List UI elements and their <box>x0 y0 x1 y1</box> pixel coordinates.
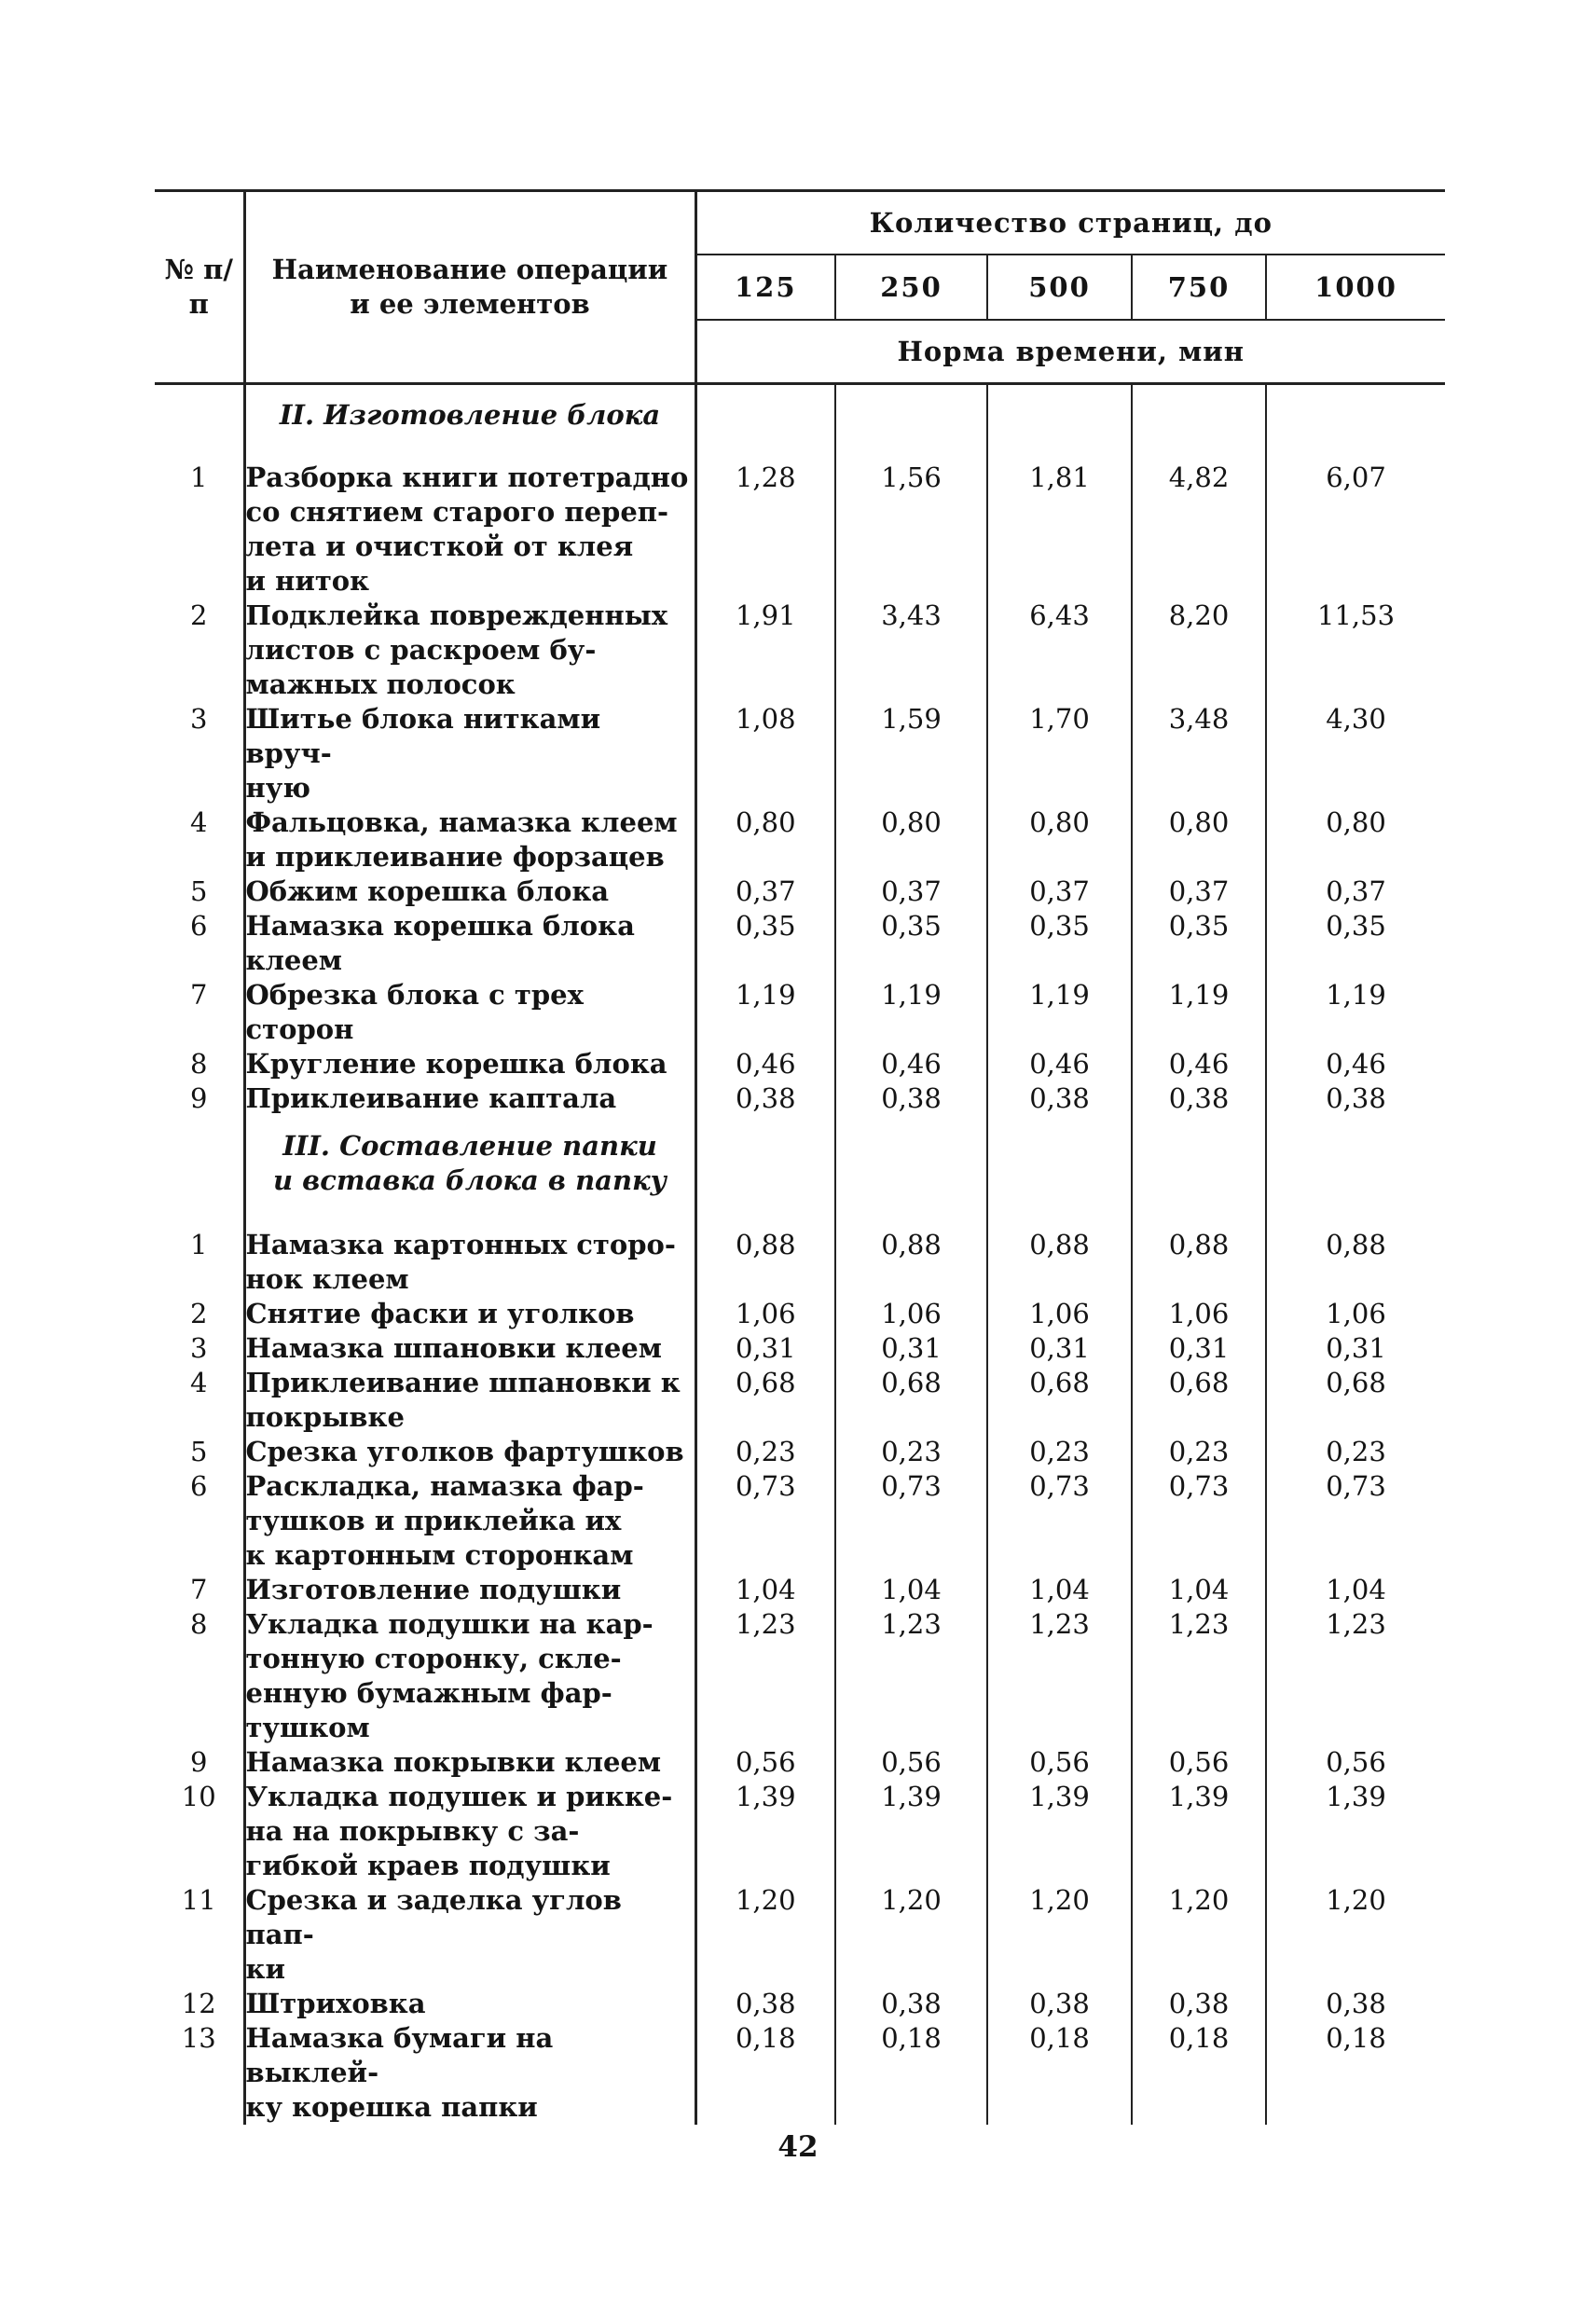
value-250: 0,18 <box>835 2021 987 2125</box>
value-500: 0,23 <box>987 1435 1132 1469</box>
operation-name-line: Укладка подушки на кар- <box>245 1608 654 1640</box>
value-1000: 0,38 <box>1326 1988 1386 2019</box>
row-number: 8 <box>190 1608 208 1640</box>
value-1000: 1,19 <box>1326 979 1386 1011</box>
value-250: 1,20 <box>835 1883 987 1987</box>
value-125: 0,88 <box>695 1228 835 1297</box>
value-750: 0,35 <box>1132 909 1266 978</box>
section-title <box>244 384 695 461</box>
value-250: 1,39 <box>835 1780 987 1883</box>
value-1000: 0,46 <box>1326 1048 1386 1080</box>
value-750: 0,31 <box>1132 1331 1266 1366</box>
value-750: 4,82 <box>1132 461 1266 599</box>
row-number: 4 <box>190 1367 208 1398</box>
operation-name <box>244 805 695 874</box>
operation-name <box>244 1228 695 1297</box>
header-name-line: и ее элементов <box>350 288 590 320</box>
value-250: 0,31 <box>835 1331 987 1366</box>
operation-name <box>244 1469 695 1573</box>
section-spacer-cell <box>695 1116 835 1228</box>
table-row <box>155 1435 1445 1469</box>
operation-name <box>244 1987 695 2021</box>
value-125: 0,80 <box>695 805 835 874</box>
row-number: 11 <box>181 1884 216 1916</box>
row-number: 8 <box>190 1048 208 1080</box>
value-250: 0,38 <box>835 1081 987 1116</box>
table-row <box>155 805 1445 874</box>
operation-name <box>244 1366 695 1435</box>
operation-name-line: гибкой краев подушки <box>245 1850 611 1881</box>
value-750: 0,68 <box>1132 1366 1266 1435</box>
value-250: 1,04 <box>835 1573 987 1607</box>
header-col-250: 250 <box>835 255 987 320</box>
value-250: 0,23 <box>835 1435 987 1469</box>
row-number: 10 <box>181 1781 216 1812</box>
operation-name-line: Приклеивание шпановки к <box>245 1367 681 1398</box>
value-125: 0,38 <box>695 1081 835 1116</box>
operation-name-line: Обрезка блока с трех <box>245 979 584 1011</box>
operation-name-line: со снятием старого переп- <box>245 496 669 528</box>
value-1000: 0,31 <box>1326 1332 1386 1364</box>
section-title-line: и вставка блока в папку <box>272 1164 667 1196</box>
operation-name-line: Обжим корешка блока <box>245 875 610 907</box>
row-number: 9 <box>190 1746 208 1778</box>
operation-name-line: Намазка картонных сторо- <box>245 1229 676 1260</box>
section-spacer-cell <box>1266 1116 1445 1228</box>
table-body <box>155 384 1445 2126</box>
operation-name-line: Шитье блока нитками вруч- <box>245 703 601 769</box>
value-1000: 0,37 <box>1326 875 1386 907</box>
table-row <box>155 874 1445 909</box>
section-num-cell <box>155 384 244 461</box>
value-750: 1,04 <box>1132 1573 1266 1607</box>
value-1000: 0,68 <box>1326 1367 1386 1398</box>
operation-name-line: Штриховка <box>245 1988 426 2019</box>
value-750: 8,20 <box>1132 599 1266 702</box>
value-500: 0,35 <box>987 909 1132 978</box>
operation-name-line: и ниток <box>245 565 370 597</box>
header-num: № п/п <box>155 191 244 384</box>
table-row <box>155 1228 1445 1297</box>
row-number: 4 <box>190 806 208 838</box>
operation-name-line: ку корешка папки <box>245 2091 538 2123</box>
operation-name-line: покрывке <box>245 1401 405 1433</box>
operation-name <box>244 1745 695 1780</box>
row-number: 7 <box>190 979 208 1011</box>
operation-name-line: Изготовление подушки <box>245 1574 622 1605</box>
value-500: 1,23 <box>987 1607 1132 1745</box>
section-title-line: II. Изготовление блока <box>279 399 661 431</box>
value-1000: 1,39 <box>1326 1781 1386 1812</box>
value-750: 0,38 <box>1132 1987 1266 2021</box>
value-750: 0,18 <box>1132 2021 1266 2125</box>
table-row <box>155 1366 1445 1435</box>
value-750: 0,37 <box>1132 874 1266 909</box>
value-500: 0,88 <box>987 1228 1132 1297</box>
section-spacer-cell <box>835 1116 987 1228</box>
table-row <box>155 1780 1445 1883</box>
header-col-1000: 1000 <box>1266 255 1445 320</box>
value-750: 0,38 <box>1132 1081 1266 1116</box>
value-500: 0,46 <box>987 1047 1132 1081</box>
value-125: 0,23 <box>695 1435 835 1469</box>
value-750: 0,46 <box>1132 1047 1266 1081</box>
operation-name <box>244 1047 695 1081</box>
header-col-500: 500 <box>987 255 1132 320</box>
value-250: 0,73 <box>835 1469 987 1573</box>
operation-name-line: Приклеивание каптала <box>245 1082 617 1114</box>
value-250: 0,80 <box>835 805 987 874</box>
value-750: 1,20 <box>1132 1883 1266 1987</box>
value-500: 0,38 <box>987 1987 1132 2021</box>
table-row <box>155 1607 1445 1745</box>
operation-name-line: Намазка шпановки клеем <box>245 1332 662 1364</box>
value-1000: 0,35 <box>1326 910 1386 942</box>
value-250: 1,59 <box>835 702 987 805</box>
value-125: 0,35 <box>695 909 835 978</box>
operation-name-line: Укладка подушек и рикке- <box>245 1781 673 1812</box>
operation-name <box>244 1297 695 1331</box>
value-125: 1,19 <box>695 978 835 1047</box>
value-125: 0,31 <box>695 1331 835 1366</box>
section-spacer-cell <box>987 384 1132 461</box>
row-number: 13 <box>181 2022 216 2054</box>
table-row <box>155 1081 1445 1116</box>
table-row <box>155 702 1445 805</box>
operation-name-line: лета и очисткой от клея <box>245 530 634 562</box>
value-125: 1,23 <box>695 1607 835 1745</box>
row-number: 2 <box>190 1298 208 1329</box>
value-250: 1,06 <box>835 1297 987 1331</box>
value-125: 1,06 <box>695 1297 835 1331</box>
page-number: 42 <box>777 2130 819 2164</box>
operation-name-line: Подклейка поврежденных <box>245 599 668 631</box>
operation-name-line: Снятие фаски и уголков <box>245 1298 635 1329</box>
operation-name-line: ки <box>245 1953 285 1985</box>
operation-name-line: листов с раскроем бу- <box>245 634 597 666</box>
value-125: 1,08 <box>695 702 835 805</box>
value-1000: 0,23 <box>1326 1436 1386 1467</box>
value-500: 0,80 <box>987 805 1132 874</box>
value-250: 0,68 <box>835 1366 987 1435</box>
row-number: 6 <box>190 1470 208 1502</box>
value-125: 1,20 <box>695 1883 835 1987</box>
value-125: 0,56 <box>695 1745 835 1780</box>
value-125: 0,18 <box>695 2021 835 2125</box>
operation-name <box>244 1883 695 1987</box>
section-spacer-cell <box>1266 384 1445 461</box>
table-row <box>155 2021 1445 2125</box>
value-750: 1,06 <box>1132 1297 1266 1331</box>
value-500: 0,18 <box>987 2021 1132 2125</box>
value-500: 0,31 <box>987 1331 1132 1366</box>
operation-name-line: енную бумажным фар- <box>245 1677 612 1709</box>
value-1000: 1,06 <box>1326 1298 1386 1329</box>
value-500: 0,56 <box>987 1745 1132 1780</box>
operation-name-line: клеем <box>245 944 342 976</box>
value-500: 1,70 <box>987 702 1132 805</box>
table-row <box>155 1469 1445 1573</box>
section-row <box>155 1116 1445 1228</box>
operation-name-line: и приклеивание форзацев <box>245 841 665 873</box>
row-number: 5 <box>190 1436 208 1467</box>
operation-name <box>244 702 695 805</box>
header-time-norm: Норма времени, мин <box>695 320 1445 384</box>
operation-name <box>244 909 695 978</box>
operation-name-line: Разборка книги потетрадно <box>245 461 689 493</box>
row-number: 1 <box>190 1229 208 1260</box>
value-750: 0,80 <box>1132 805 1266 874</box>
operation-name <box>244 1081 695 1116</box>
value-500: 1,19 <box>987 978 1132 1047</box>
value-250: 1,19 <box>835 978 987 1047</box>
section-spacer-cell <box>987 1116 1132 1228</box>
operation-name-line: нок клеем <box>245 1263 409 1295</box>
value-500: 0,73 <box>987 1469 1132 1573</box>
row-number: 12 <box>181 1988 216 2019</box>
table-row <box>155 1047 1445 1081</box>
value-1000: 11,53 <box>1317 599 1396 631</box>
value-1000: 4,30 <box>1326 703 1386 735</box>
value-750: 0,73 <box>1132 1469 1266 1573</box>
table-row <box>155 1883 1445 1987</box>
operation-name <box>244 599 695 702</box>
operation-name-line: мажных полосок <box>245 668 516 700</box>
value-500: 6,43 <box>987 599 1132 702</box>
table-row <box>155 1297 1445 1331</box>
value-1000: 1,23 <box>1326 1608 1386 1640</box>
row-number: 7 <box>190 1574 208 1605</box>
value-250: 0,46 <box>835 1047 987 1081</box>
operation-name <box>244 978 695 1047</box>
value-250: 3,43 <box>835 599 987 702</box>
header-name <box>244 191 695 384</box>
value-250: 0,37 <box>835 874 987 909</box>
operation-name-line: Раскладка, намазка фар- <box>245 1470 644 1502</box>
value-125: 0,68 <box>695 1366 835 1435</box>
row-number: 3 <box>190 703 208 735</box>
value-1000: 0,56 <box>1326 1746 1386 1778</box>
operation-name-line: тушком <box>245 1712 370 1743</box>
table-row <box>155 1573 1445 1607</box>
operation-name-line: на на покрывку с за- <box>245 1815 580 1847</box>
value-750: 1,19 <box>1132 978 1266 1047</box>
operation-name-line: тонную сторонку, скле- <box>245 1643 622 1674</box>
value-250: 0,88 <box>835 1228 987 1297</box>
operation-name <box>244 1780 695 1883</box>
value-250: 0,56 <box>835 1745 987 1780</box>
row-number: 9 <box>190 1082 208 1114</box>
value-500: 1,20 <box>987 1883 1132 1987</box>
section-spacer-cell <box>1132 384 1266 461</box>
table-row <box>155 599 1445 702</box>
value-1000: 1,20 <box>1326 1884 1386 1916</box>
value-500: 1,06 <box>987 1297 1132 1331</box>
operation-name <box>244 461 695 599</box>
value-125: 0,73 <box>695 1469 835 1573</box>
section-spacer-cell <box>695 384 835 461</box>
value-1000: 1,04 <box>1326 1574 1386 1605</box>
value-1000: 6,07 <box>1326 461 1386 493</box>
header-col-750: 750 <box>1132 255 1266 320</box>
row-number: 1 <box>190 461 208 493</box>
value-500: 1,81 <box>987 461 1132 599</box>
operation-name <box>244 1607 695 1745</box>
operation-name-line: Фальцовка, намазка клеем <box>245 806 678 838</box>
operation-name-line: тушков и приклейка их <box>245 1505 622 1536</box>
value-500: 0,37 <box>987 874 1132 909</box>
operation-name-line: сторон <box>245 1013 354 1045</box>
operation-name-line: к картонным сторонкам <box>245 1539 634 1571</box>
table-row <box>155 461 1445 599</box>
row-number: 5 <box>190 875 208 907</box>
value-125: 0,37 <box>695 874 835 909</box>
table-row <box>155 978 1445 1047</box>
value-750: 3,48 <box>1132 702 1266 805</box>
value-250: 0,38 <box>835 1987 987 2021</box>
table-row <box>155 1331 1445 1366</box>
table-row <box>155 1987 1445 2021</box>
header-pages-group: Количество страниц, до <box>695 191 1445 255</box>
operation-name <box>244 1573 695 1607</box>
operation-name-line: Срезка уголков фартушков <box>245 1436 684 1467</box>
operation-name-line: Намазка корешка блока <box>245 910 635 942</box>
operation-name-line: ную <box>245 772 311 804</box>
value-1000: 0,38 <box>1326 1082 1386 1114</box>
value-750: 0,56 <box>1132 1745 1266 1780</box>
table-row <box>155 909 1445 978</box>
section-row <box>155 384 1445 461</box>
value-500: 0,68 <box>987 1366 1132 1435</box>
value-500: 1,04 <box>987 1573 1132 1607</box>
value-125: 1,91 <box>695 599 835 702</box>
value-1000: 0,80 <box>1326 806 1386 838</box>
operation-name-line: Намазка покрывки клеем <box>245 1746 662 1778</box>
operation-name-line: Срезка и заделка углов пап- <box>245 1884 622 1950</box>
section-title <box>244 1116 695 1228</box>
operation-name <box>244 2021 695 2125</box>
value-500: 1,39 <box>987 1780 1132 1883</box>
value-250: 0,35 <box>835 909 987 978</box>
operation-name-line: Намазка бумаги на выклей- <box>245 2022 554 2088</box>
value-250: 1,23 <box>835 1607 987 1745</box>
value-750: 1,23 <box>1132 1607 1266 1745</box>
value-125: 0,46 <box>695 1047 835 1081</box>
norms-table <box>155 189 1445 2125</box>
operation-name-line: Кругление корешка блока <box>245 1048 667 1080</box>
value-125: 1,28 <box>695 461 835 599</box>
value-125: 0,38 <box>695 1987 835 2021</box>
row-number: 3 <box>190 1332 208 1364</box>
value-750: 0,23 <box>1132 1435 1266 1469</box>
value-750: 0,88 <box>1132 1228 1266 1297</box>
operation-name <box>244 1331 695 1366</box>
header-col-125: 125 <box>695 255 835 320</box>
header-name-line: Наименование операции <box>271 254 668 285</box>
value-1000: 0,88 <box>1326 1229 1386 1260</box>
table-row <box>155 1745 1445 1780</box>
section-spacer-cell <box>835 384 987 461</box>
value-500: 0,38 <box>987 1081 1132 1116</box>
value-125: 1,04 <box>695 1573 835 1607</box>
section-num-cell <box>155 1116 244 1228</box>
table-header <box>155 191 1445 384</box>
value-1000: 0,18 <box>1326 2022 1386 2054</box>
value-250: 1,56 <box>835 461 987 599</box>
operation-name <box>244 874 695 909</box>
value-1000: 0,73 <box>1326 1470 1386 1502</box>
row-number: 2 <box>190 599 208 631</box>
row-number: 6 <box>190 910 208 942</box>
value-750: 1,39 <box>1132 1780 1266 1883</box>
section-title-line: III. Составление папки <box>282 1130 657 1162</box>
operation-name <box>244 1435 695 1469</box>
section-spacer-cell <box>1132 1116 1266 1228</box>
value-125: 1,39 <box>695 1780 835 1883</box>
